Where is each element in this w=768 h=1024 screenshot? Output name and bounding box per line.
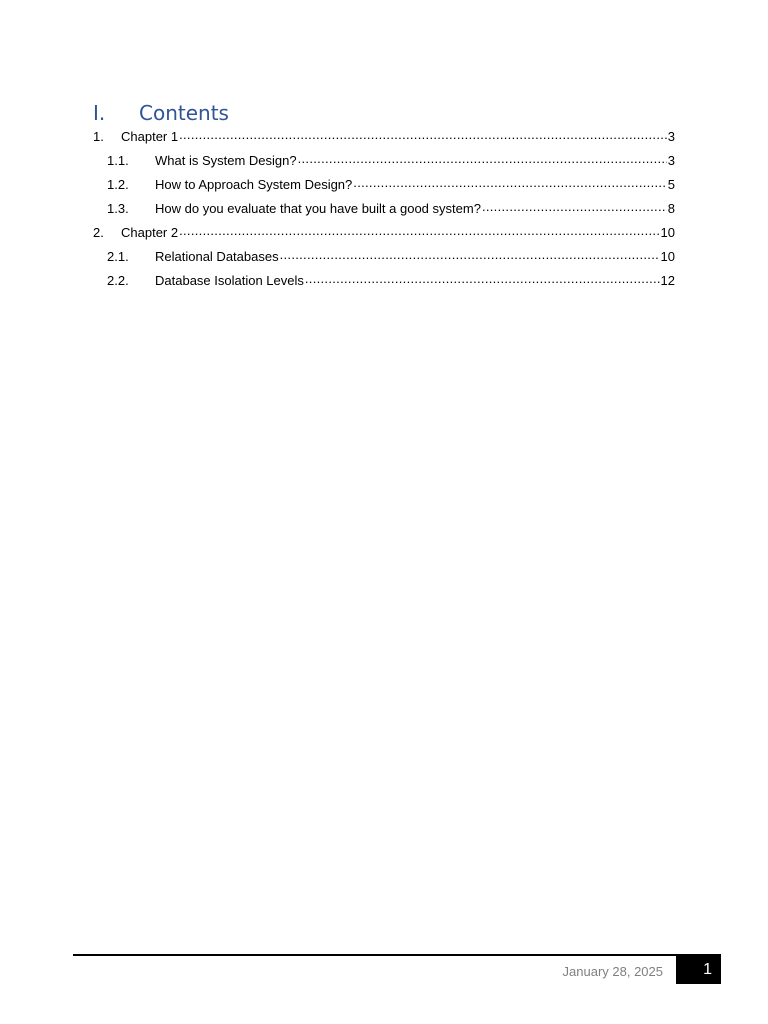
toc-entry-number: 2.1. bbox=[107, 248, 129, 264]
toc-entry-page: 8 bbox=[667, 200, 675, 216]
toc-entry-2-1[interactable] bbox=[93, 244, 675, 268]
toc-entry-page: 3 bbox=[667, 128, 675, 144]
toc-leader-dots bbox=[298, 153, 667, 167]
toc-entry-1-3[interactable] bbox=[93, 196, 675, 220]
toc-entry-number: 2.2. bbox=[107, 272, 129, 288]
toc-entry-page: 12 bbox=[660, 272, 675, 288]
toc-entry-1-1[interactable] bbox=[93, 148, 675, 172]
toc-entry-number: 1.3. bbox=[107, 200, 129, 216]
toc-entry-chapter-1[interactable] bbox=[93, 124, 675, 148]
toc-entry-number: 1. bbox=[93, 128, 104, 144]
toc-leader-dots bbox=[179, 129, 667, 143]
toc-entry-page: 3 bbox=[667, 152, 675, 168]
toc-entry-title: Database Isolation Levels bbox=[155, 272, 304, 288]
toc-entry-page: 10 bbox=[660, 248, 675, 264]
toc-leader-dots bbox=[280, 249, 660, 263]
toc-entry-title: What is System Design? bbox=[155, 152, 297, 168]
toc-entry-title: Chapter 2 bbox=[121, 224, 179, 240]
page-number: 1 bbox=[703, 961, 712, 978]
toc-entry-page: 5 bbox=[667, 176, 675, 192]
toc-entry-number: 1.1. bbox=[107, 152, 129, 168]
table-of-contents bbox=[93, 124, 675, 292]
toc-entry-title: How do you evaluate that you have built a good system? bbox=[155, 200, 481, 216]
toc-entry-title: Relational Databases bbox=[155, 248, 279, 264]
toc-heading bbox=[93, 100, 229, 126]
toc-heading-title: Contents bbox=[139, 101, 229, 125]
toc-entry-page: 10 bbox=[660, 224, 675, 240]
toc-entry-number: 2. bbox=[93, 224, 104, 240]
toc-leader-dots bbox=[482, 201, 667, 215]
toc-entry-number: 1.2. bbox=[107, 176, 129, 192]
toc-leader-dots bbox=[353, 177, 666, 191]
toc-entry-2-2[interactable] bbox=[93, 268, 675, 292]
toc-entry-title: Chapter 1 bbox=[121, 128, 179, 144]
toc-leader-dots bbox=[305, 273, 660, 287]
toc-entry-1-2[interactable] bbox=[93, 172, 675, 196]
footer-divider bbox=[73, 954, 721, 956]
page-number-box bbox=[676, 956, 721, 984]
toc-leader-dots bbox=[179, 225, 659, 239]
toc-entry-title: How to Approach System Design? bbox=[155, 176, 353, 192]
toc-entry-chapter-2[interactable] bbox=[93, 220, 675, 244]
toc-heading-number: I. bbox=[93, 101, 106, 125]
footer-date: January 28, 2025 bbox=[562, 964, 663, 979]
